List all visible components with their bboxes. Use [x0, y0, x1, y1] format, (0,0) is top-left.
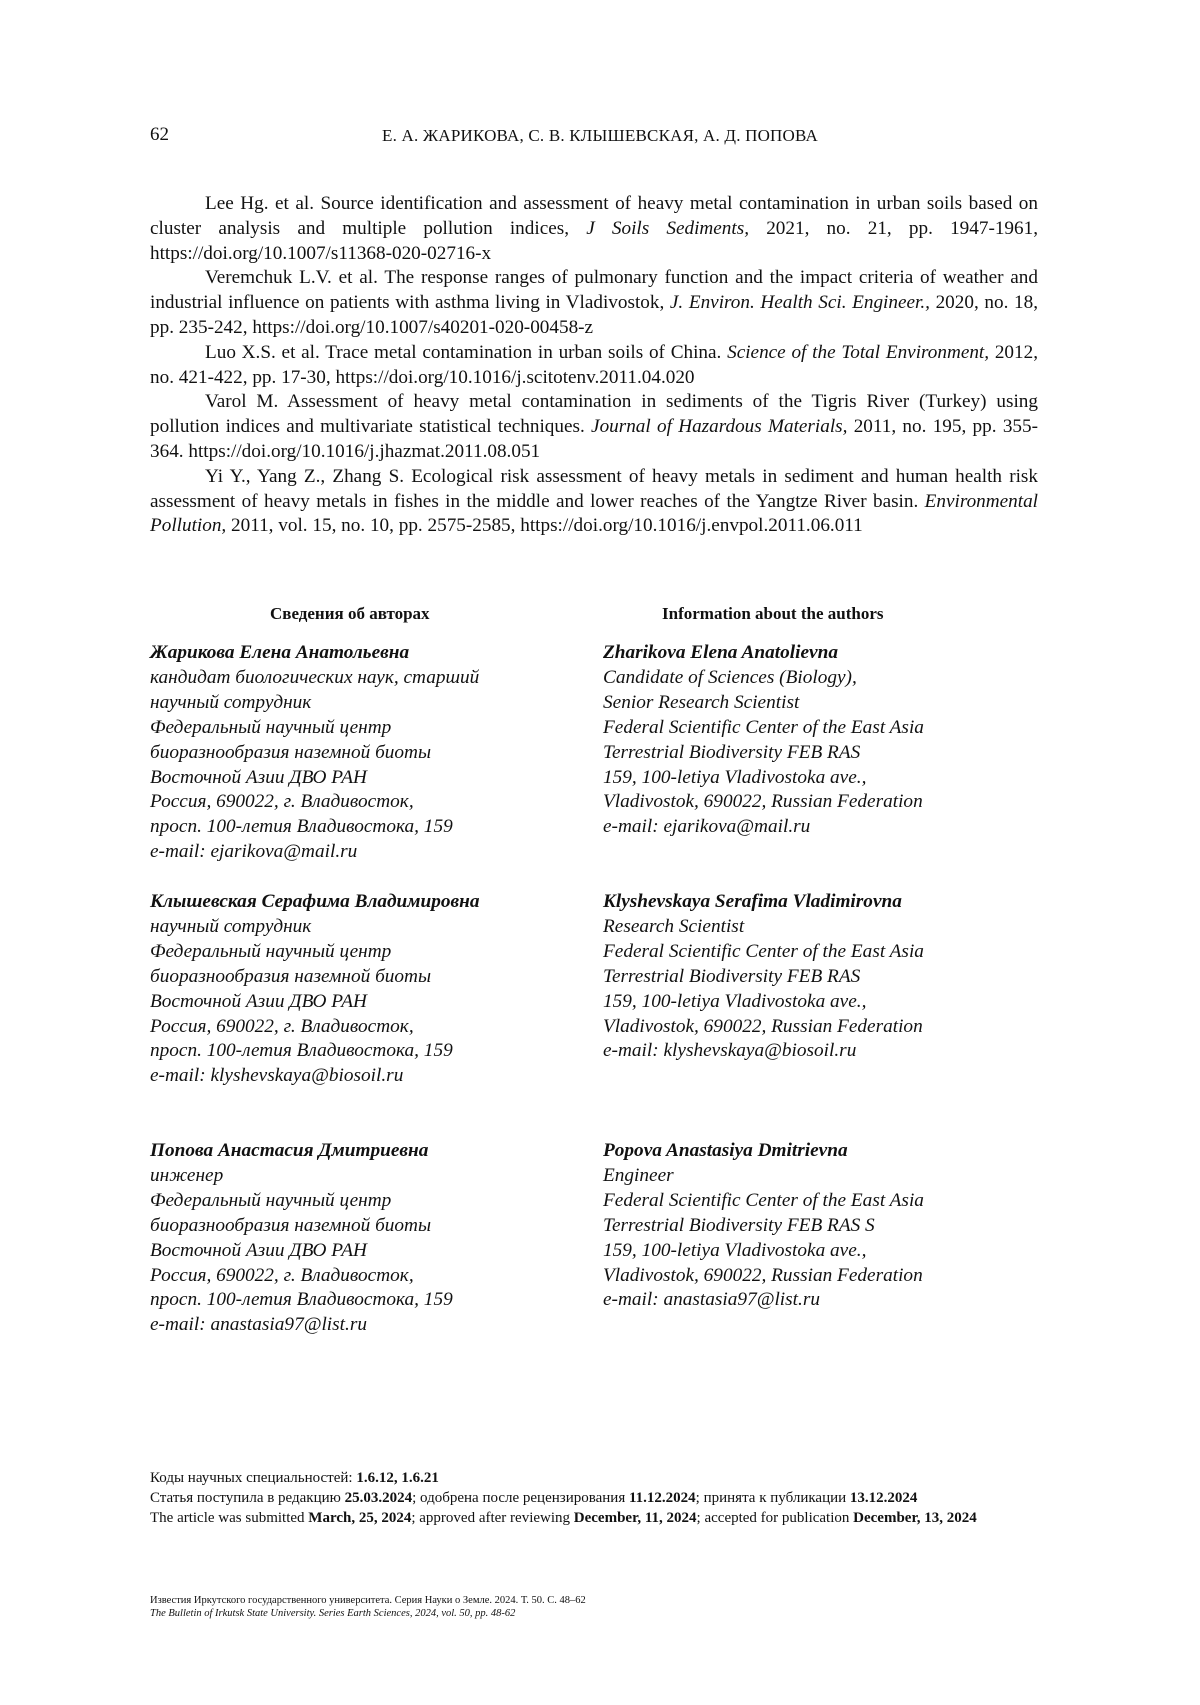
- reference-text: 2011, vol. 15, no. 10, pp. 2575-2585, https://doi.org/10.1016/j.envpol.2011.06.011: [226, 515, 863, 537]
- author-detail: Vladivostok, 690022, Russian Federation: [603, 791, 923, 813]
- author-email: e-mail: klyshevskaya@biosoil.ru: [150, 1065, 404, 1087]
- received-label: Статья поступила в редакцию: [150, 1490, 345, 1506]
- reference-journal: J. Environ. Health Sci. Engineer.,: [669, 292, 930, 314]
- reference-text: 2011, no. 195, pp. 355-364. https://doi.org/10.1016/j.jhazmat.2011.08.051: [150, 416, 1038, 462]
- submitted-date: March, 25, 2024: [308, 1510, 412, 1526]
- reference-journal: Science of the Total Environment,: [727, 341, 990, 363]
- codes-label: Коды научных специальностей:: [150, 1470, 357, 1486]
- reference-journal: Journal of Hazardous Materials,: [591, 416, 848, 438]
- author-detail: Engineer: [603, 1164, 674, 1186]
- author-name: Zharikova Elena Anatolievna: [603, 642, 838, 663]
- accepted-date: December, 13, 2024: [853, 1510, 977, 1526]
- accepted-label: ; accepted for publication: [696, 1510, 854, 1526]
- author-detail: Federal Scientific Center of the East Asia: [603, 1189, 924, 1211]
- author-detail: Восточной Азии ДВО РАН: [150, 766, 367, 788]
- author-entry: [603, 890, 1043, 1139]
- author-detail: Federal Scientific Center of the East Asia: [603, 940, 924, 962]
- approved-date: December, 11, 2024: [573, 1510, 697, 1526]
- reference-item: [150, 465, 1038, 539]
- received-date: 25.03.2024: [344, 1490, 413, 1506]
- author-detail: Vladivostok, 690022, Russian Federation: [603, 1264, 923, 1286]
- journal-citation-en: The Bulletin of Irkutsk State University. Series Earth Sciences, 2024, vol. 50, pp. 48-62: [150, 1608, 516, 1619]
- author-entry: [150, 1139, 570, 1388]
- running-head: Е. А. ЖАРИКОВА, С. В. КЛЫШЕВСКАЯ, А. Д. ПОПОВА: [382, 126, 818, 145]
- authors-column-en: [603, 641, 1043, 1388]
- author-name: Klyshevskaya Serafima Vladimirovna: [603, 891, 902, 912]
- author-detail: Candidate of Sciences (Biology),: [603, 666, 857, 688]
- author-detail: Федеральный научный центр: [150, 940, 392, 962]
- article-dates-ru: [150, 1488, 1040, 1508]
- accepted-label: ; принята к публикации: [695, 1490, 850, 1506]
- author-name: Попова Анастасия Дмитриевна: [150, 1140, 429, 1161]
- codes-value: 1.6.12, 1.6.21: [356, 1470, 439, 1486]
- authors-heading-en: Information about the authors: [662, 604, 884, 623]
- author-detail: кандидат биологических наук, старший: [150, 666, 480, 688]
- reference-text: 2020, no. 18, pp. 235-242, https://doi.org/10.1007/s40201-020-00458-z: [150, 292, 1038, 338]
- author-detail: Россия, 690022, г. Владивосток,: [150, 1264, 414, 1286]
- author-detail: биоразнообразия наземной биоты: [150, 1214, 432, 1236]
- journal-citation: [150, 1594, 586, 1620]
- author-detail: научный сотрудник: [150, 915, 312, 937]
- submitted-label: The article was submitted: [150, 1510, 309, 1526]
- author-detail: Россия, 690022, г. Владивосток,: [150, 791, 414, 813]
- author-detail: Federal Scientific Center of the East Asia: [603, 716, 924, 738]
- author-entry: [603, 641, 1043, 890]
- author-detail: инженер: [150, 1164, 224, 1186]
- reference-text: Lee Hg. et al. Source identification and assessment of heavy metal contamination in urban soils based on cluster analysis and multiple pollution indices,: [150, 193, 1038, 239]
- author-detail: Федеральный научный центр: [150, 716, 392, 738]
- author-name: Жарикова Елена Анатольевна: [150, 642, 410, 663]
- author-email: e-mail: anastasia97@list.ru: [150, 1314, 367, 1336]
- reference-item: [150, 341, 1038, 391]
- reference-item: [150, 390, 1038, 464]
- author-detail: 159, 100-letiya Vladivostoka ave.,: [603, 766, 867, 788]
- author-email: e-mail: klyshevskaya@biosoil.ru: [603, 1040, 857, 1062]
- authors-column-ru: [150, 641, 570, 1388]
- author-detail: Восточной Азии ДВО РАН: [150, 1239, 367, 1261]
- author-detail: просп. 100-летия Владивостока, 159: [150, 816, 453, 838]
- approved-label: ; одобрена после рецензирования: [412, 1490, 629, 1506]
- author-email: e-mail: anastasia97@list.ru: [603, 1289, 820, 1311]
- authors-heading-ru: Сведения об авторах: [270, 604, 430, 623]
- author-detail: Research Scientist: [603, 915, 745, 937]
- author-detail: просп. 100-летия Владивостока, 159: [150, 1289, 453, 1311]
- reference-text: Luo X.S. et al. Trace metal contamination in urban soils of China.: [205, 341, 728, 363]
- accepted-date: 13.12.2024: [849, 1490, 918, 1506]
- author-detail: биоразнообразия наземной биоты: [150, 741, 432, 763]
- article-dates-en: [150, 1508, 1040, 1528]
- author-email: e-mail: ejarikova@mail.ru: [150, 841, 358, 863]
- reference-text: Yi Y., Yang Z., Zhang S. Ecological risk assessment of heavy metals in sediment and human health risk assessment of heavy metals in fishes in the middle and lower reaches of the Yangtze River basin.: [150, 465, 1038, 512]
- author-entry: [603, 1139, 1043, 1388]
- author-email: e-mail: ejarikova@mail.ru: [603, 816, 811, 838]
- author-detail: научный сотрудник: [150, 691, 312, 713]
- reference-journal: J Soils Sediments,: [586, 217, 749, 239]
- reference-text: Varol M. Assessment of heavy metal contamination in sediments of the Tigris River (Turkey) using pollution indices and multivariate statistical techniques.: [150, 391, 1038, 438]
- author-detail: Senior Research Scientist: [603, 691, 800, 713]
- author-name: Клышевская Серафима Владимировна: [150, 891, 480, 912]
- author-detail: Федеральный научный центр: [150, 1189, 392, 1211]
- reference-journal: Environmental Pollution,: [150, 490, 1038, 537]
- journal-citation-ru: Известия Иркутского государственного университета. Серия Науки о Земле. 2024. Т. 50. С. 48–62: [150, 1595, 586, 1606]
- author-detail: Vladivostok, 690022, Russian Federation: [603, 1015, 923, 1037]
- author-detail: Terrestrial Biodiversity FEB RAS: [603, 741, 861, 763]
- approved-date: 11.12.2024: [628, 1490, 696, 1506]
- specialty-codes: [150, 1468, 1040, 1488]
- reference-text: Veremchuk L.V. et al. The response ranges of pulmonary function and the impact criteria of weather and industrial influence on patients with asthma living in Vladivostok,: [150, 267, 1038, 314]
- author-name: Popova Anastasiya Dmitrievna: [603, 1140, 848, 1161]
- author-detail: Россия, 690022, г. Владивосток,: [150, 1015, 414, 1037]
- article-metadata: [150, 1468, 1040, 1528]
- author-detail: биоразнообразия наземной биоты: [150, 965, 432, 987]
- author-detail: Восточной Азии ДВО РАН: [150, 990, 367, 1012]
- reference-item: [150, 192, 1038, 266]
- reference-text: 2021, no. 21, pp. 1947-1961, https://doi.org/10.1007/s11368-020-02716-x: [150, 217, 1038, 264]
- author-detail: Terrestrial Biodiversity FEB RAS: [603, 965, 861, 987]
- author-entry: [150, 641, 570, 890]
- author-detail: Terrestrial Biodiversity FEB RAS S: [603, 1214, 875, 1236]
- reference-item: [150, 266, 1038, 340]
- author-detail: просп. 100-летия Владивостока, 159: [150, 1040, 453, 1062]
- author-detail: 159, 100-letiya Vladivostoka ave.,: [603, 1239, 867, 1261]
- author-entry: [150, 890, 570, 1139]
- reference-text: 2012, no. 421-422, pp. 17-30, https://doi.org/10.1016/j.scitotenv.2011.04.020: [150, 341, 1038, 388]
- reference-list: [150, 192, 1038, 539]
- page-number: 62: [150, 124, 169, 145]
- approved-label: ; approved after reviewing: [411, 1510, 574, 1526]
- author-detail: 159, 100-letiya Vladivostoka ave.,: [603, 990, 867, 1012]
